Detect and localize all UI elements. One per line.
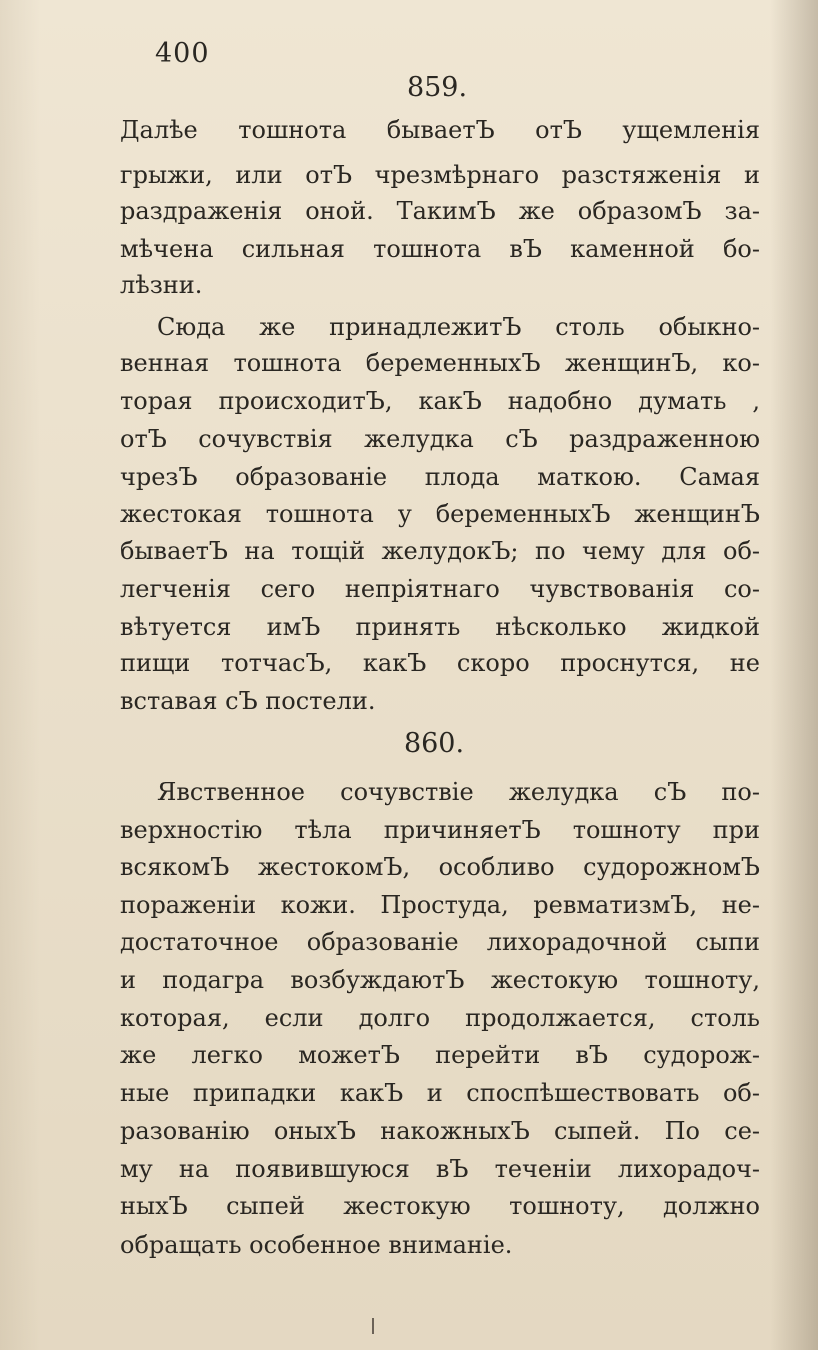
- text-line: пищи тотчасЪ, какЪ скоро проснутся, не: [120, 649, 760, 677]
- section-number: 860.: [403, 728, 465, 759]
- text-line: му на появившуюся вЪ теченіи лихорадоч-: [120, 1155, 760, 1183]
- text-line: раздраженія оной. ТакимЪ же образомЪ за-: [120, 197, 760, 225]
- text-line: лѣзни.: [120, 271, 203, 299]
- text-line: достаточное образованіе лихорадочной сыпи: [120, 928, 760, 956]
- text-line: верхностію тѣла причиняетЪ тошноту при: [120, 816, 760, 844]
- text-line: жестокая тошнота у беременныхЪ женщинЪ: [120, 500, 760, 528]
- text-line: Явственное сочувствіе желудка сЪ по-: [157, 778, 760, 806]
- text-line: вѣтуется имЪ принять нѣсколько жидкой: [120, 613, 760, 641]
- text-line: легченія сего непріятнаго чувствованія со-: [120, 575, 760, 603]
- text-line: пораженіи кожи. Простуда, ревматизмЪ, не-: [120, 891, 760, 919]
- text-line: разованію оныхЪ накожныхЪ сыпей. По се-: [120, 1117, 760, 1145]
- text-line: Сюда же принадлежитЪ столь обыкно-: [157, 313, 760, 341]
- text-line: вставая сЪ постели.: [120, 687, 376, 715]
- text-line: ныхЪ сыпей жестокую тошноту, должно: [120, 1192, 760, 1220]
- text-line: всякомЪ жестокомЪ, особливо судорожномЪ: [120, 853, 760, 881]
- text-line: чрезЪ образованіе плода маткою. Самая: [120, 463, 760, 491]
- page-number: 400: [155, 38, 210, 69]
- text-line: мѣчена сильная тошнота вЪ каменной бо-: [120, 235, 760, 263]
- text-line: ные припадки какЪ и споспѣшествовать об-: [120, 1079, 760, 1107]
- section-number: 859.: [406, 72, 468, 103]
- text-line: венная тошнота беременныхЪ женщинЪ, ко-: [120, 349, 760, 377]
- text-line: которая, если долго продолжается, столь: [120, 1004, 760, 1032]
- text-line: отЪ сочувствія желудка сЪ раздраженною: [120, 425, 760, 453]
- text-line: грыжи, или отЪ чрезмѣрнаго разстяженія и: [120, 161, 760, 189]
- text-line: же легко можетЪ перейти вЪ судорож-: [120, 1041, 760, 1069]
- text-line: и подагра возбуждаютЪ жестокую тошноту,: [120, 966, 760, 994]
- text-line: Далѣе тошнота бываетЪ отЪ ущемленія: [120, 116, 760, 144]
- text-line: бываетЪ на тощій желудокЪ; по чему для об-: [120, 537, 760, 565]
- text-line: торая происходитЪ, какЪ надобно думать ,: [120, 387, 760, 415]
- printer-mark: [372, 1318, 374, 1334]
- text-line: обращать особенное вниманіе.: [120, 1231, 513, 1259]
